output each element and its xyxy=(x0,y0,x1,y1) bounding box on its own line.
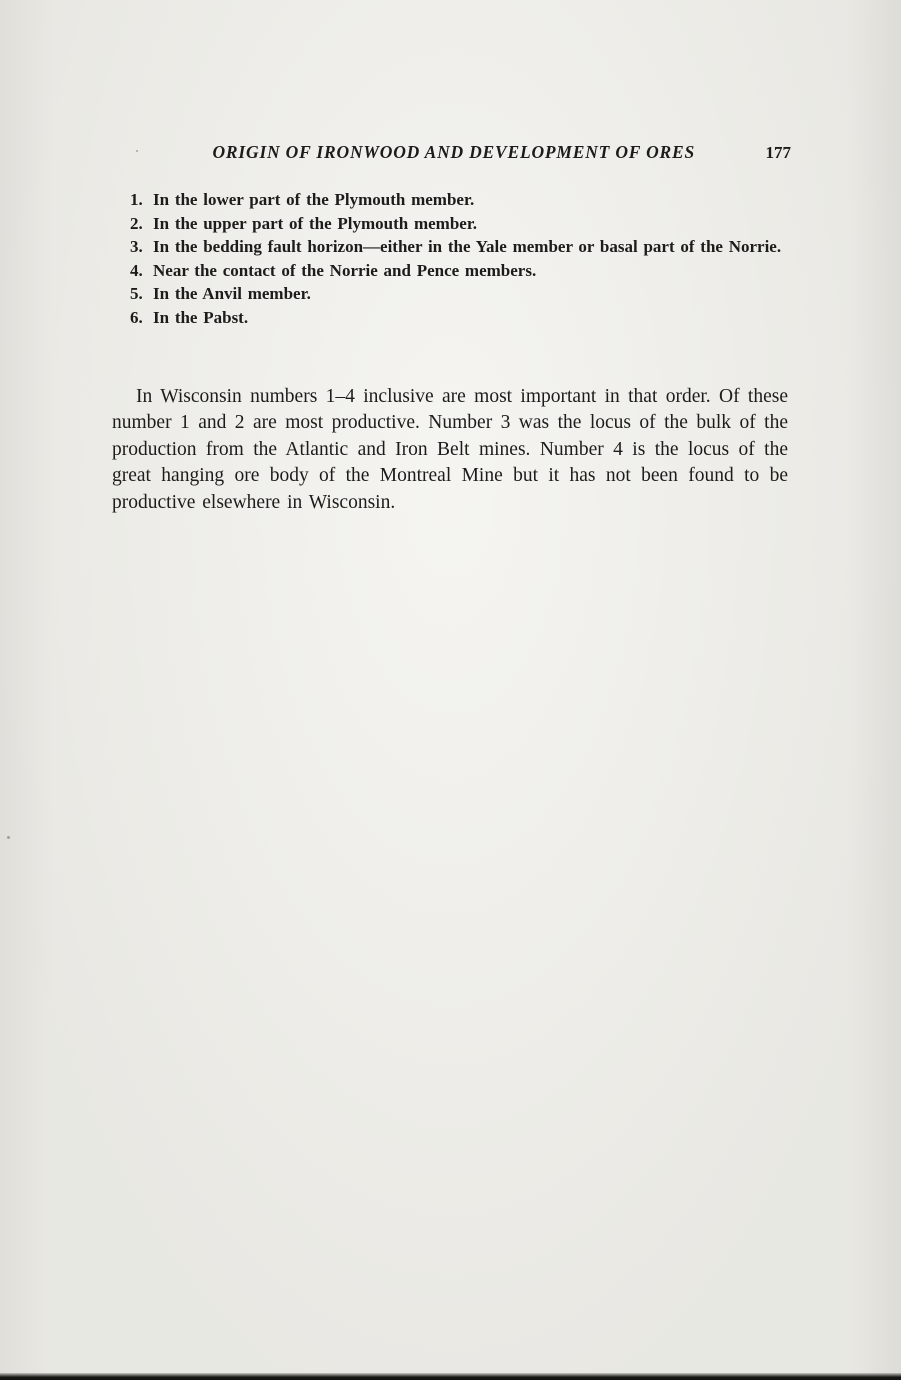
scan-artifact-dot xyxy=(7,836,10,839)
page-title: ORIGIN OF IRONWOOD AND DEVELOPMENT OF ORES xyxy=(212,142,696,162)
list-item-text: In the Anvil member. xyxy=(153,284,311,303)
list-item xyxy=(130,259,790,283)
list-item xyxy=(130,282,790,306)
list-item-text: In the lower part of the Plymouth member. xyxy=(153,190,475,209)
list-item xyxy=(130,235,790,259)
list-item-number: 6. xyxy=(130,307,143,327)
running-header xyxy=(130,142,791,163)
list-item-text: Near the contact of the Norrie and Pence members. xyxy=(153,260,537,280)
list-item-number: 3. xyxy=(130,237,143,256)
list-item-text: In the upper part of the Plymouth member. xyxy=(153,213,478,233)
list-item-number: 4. xyxy=(130,260,143,280)
body-paragraph: In Wisconsin numbers 1–4 inclusive are most important in that order. Of these number 1 and 2 are most productive. Number 3 was the locus of the bulk of the production from the Atlantic and Iron Belt mines. Number 4 is the locus of the great hanging ore body of the Montreal Mine but it has not been found to be productive elsewhere in Wisconsin. xyxy=(112,385,788,513)
list-item xyxy=(130,188,790,212)
list-item-number: 1. xyxy=(130,190,143,209)
scan-edge-shadow xyxy=(0,1373,901,1380)
ore-locations-list xyxy=(130,188,790,329)
list-item xyxy=(130,212,790,236)
page-number: 177 xyxy=(765,143,791,162)
list-item xyxy=(130,306,790,330)
list-item-number: 2. xyxy=(130,213,143,233)
list-item-text: In the bedding fault horizon—either in the Yale member or basal part of the Norrie. xyxy=(153,237,782,256)
list-item-text: In the Pabst. xyxy=(153,307,249,327)
scan-artifact-dot xyxy=(136,150,138,152)
list-item-number: 5. xyxy=(130,284,143,303)
